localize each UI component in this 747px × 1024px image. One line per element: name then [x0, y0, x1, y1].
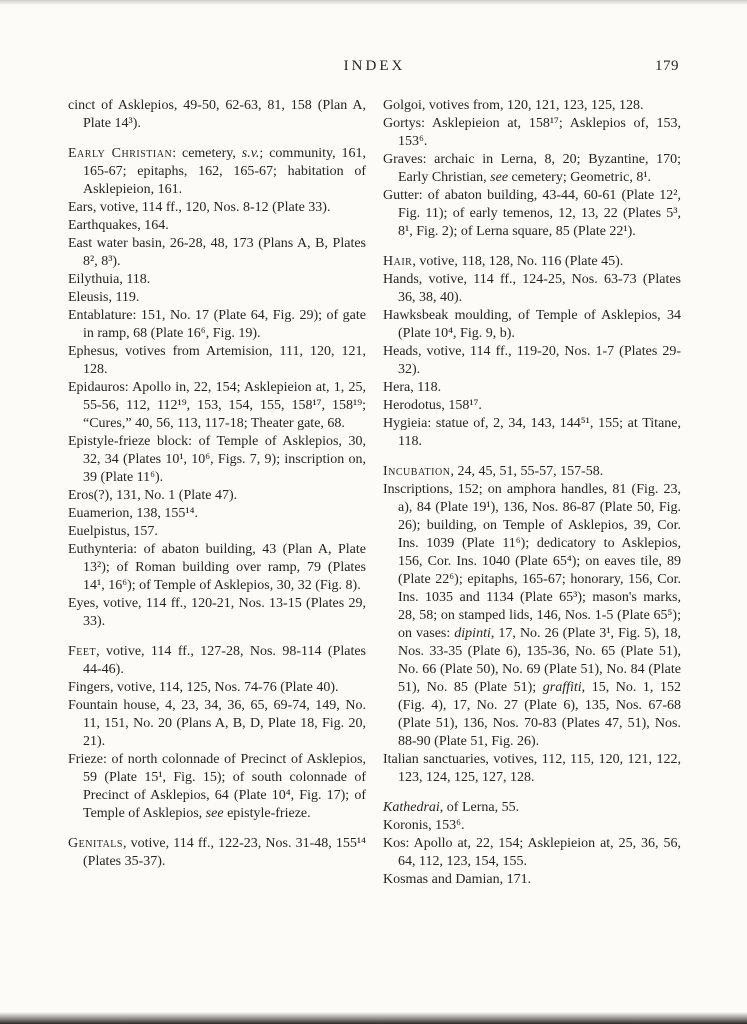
index-entry	[68, 433, 366, 487]
index-entry	[383, 463, 681, 481]
index-entry	[68, 541, 366, 595]
entry-text-segment: Heads, votive, 114 ff., 119-20, Nos. 1-7 (Plates 29-32).	[383, 344, 681, 377]
entry-text-segment: Koronis, 153⁶.	[383, 818, 465, 833]
entry-text-segment: epistyle-frieze.	[223, 806, 311, 821]
entry-text-segment: Kos: Apollo at, 22, 154; Asklepieion at, 25, 36, 56, 64, 112, 123, 154, 155.	[383, 836, 681, 869]
entry-text-segment: Earthquakes, 164.	[68, 218, 169, 233]
index-entry	[383, 151, 681, 187]
index-entry	[68, 643, 366, 679]
entry-text-segment: Epidauros: Apollo in, 22, 154; Asklepieion at, 1, 25, 55-56, 112, 112¹⁹, 153, 154, 155, 158¹⁷, 158¹⁹; “Cures,” 40, 56, 113, 117-18; Theater gate, 68.	[68, 380, 366, 431]
index-entry	[68, 307, 366, 343]
entry-text-segment: , votive, 118, 128, No. 116 (Plate 45).	[412, 254, 624, 269]
index-entry	[383, 307, 681, 343]
index-entry	[383, 115, 681, 151]
entry-text-segment: Epistyle-frieze block: of Temple of Asklepios, 30, 32, 34 (Plates 10¹, 10⁶, Figs. 7, 9); inscription on, 39 (Plate 11⁶).	[68, 434, 366, 485]
entry-text-segment: Fingers, votive, 114, 125, Nos. 74-76 (Plate 40).	[68, 680, 339, 695]
index-entry	[383, 415, 681, 451]
index-entry	[68, 751, 366, 823]
entry-text-segment: Italian sanctuaries, votives, 112, 115, 120, 121, 122, 123, 124, 125, 127, 128.	[383, 752, 681, 785]
index-entry	[383, 187, 681, 241]
entry-text-segment: Ephesus, votives from Artemision, 111, 120, 121, 128.	[68, 344, 366, 377]
index-entry	[383, 799, 681, 817]
entry-text-segment: , 17, No. 26 (Plate 3¹, Fig. 5), 18, Nos. 33-35 (Plate 6), 135-36, No. 65 (Plate 51), No. 66 (Plate 50), No. 69 (Plate 51), No. 84 (Plate 51), No. 85 (Plate 51);	[398, 626, 681, 695]
entry-text-segment: dipinti	[454, 626, 491, 641]
entry-text-segment: ; community, 161, 165-67; epitaphs, 162, 165-67; habitation of Asklepieion, 161.	[83, 146, 366, 197]
index-entry	[68, 835, 366, 871]
entry-text-segment: , 24, 45, 51, 55-57, 157-58.	[450, 464, 604, 479]
entry-text-segment: Gutter: of abaton building, 43-44, 60-61 (Plate 12², Fig. 11); of early temenos, 12, 13, 22 (Plates 5³, 8¹, Fig. 2); of Lerna square, 85 (Plate 22¹).	[383, 188, 681, 239]
index-entry	[383, 253, 681, 271]
index-entry	[68, 271, 366, 289]
index-entry	[383, 271, 681, 307]
left-column	[68, 97, 366, 889]
entry-text-segment: , of Lerna, 55.	[439, 800, 520, 815]
scan-edge-bottom	[0, 1012, 747, 1024]
page-title: INDEX	[343, 58, 406, 74]
index-entry	[383, 751, 681, 787]
index-entry	[383, 871, 681, 889]
entry-text-segment: Kosmas and Damian, 171.	[383, 872, 532, 887]
entry-text-segment: Golgoi, votives from, 120, 121, 123, 125, 128.	[383, 98, 644, 113]
index-entry	[68, 679, 366, 697]
entry-text-segment: graffiti	[542, 680, 582, 695]
entry-text-segment: Euelpistus, 157.	[68, 524, 158, 539]
entry-text-segment: Eleusis, 119.	[68, 290, 140, 305]
entry-text-segment: Entablature: 151, No. 17 (Plate 64, Fig. 29); of gate in ramp, 68 (Plate 16⁶, Fig. 19).	[68, 308, 366, 341]
entry-text-segment: Euamerion, 138, 155¹⁴.	[68, 506, 198, 521]
entry-text-segment: Feet	[68, 644, 97, 659]
index-entry	[383, 397, 681, 415]
entry-text-segment: see	[205, 806, 224, 821]
index-entry	[383, 97, 681, 115]
entry-text-segment: Kathedrai	[383, 800, 440, 815]
entry-text-segment: Herodotus, 158¹⁷.	[383, 398, 482, 413]
index-entry	[68, 199, 366, 217]
index-columns	[68, 97, 681, 889]
entry-text-segment: cinct of Asklepios, 49-50, 62-63, 81, 158 (Plan A, Plate 14³).	[68, 98, 366, 131]
index-entry	[68, 235, 366, 271]
index-entry	[383, 343, 681, 379]
entry-text-segment: Hands, votive, 114 ff., 124-25, Nos. 63-73 (Plates 36, 38, 40).	[383, 272, 681, 305]
index-entry	[68, 343, 366, 379]
index-entry	[383, 379, 681, 397]
entry-text-segment: East water basin, 26-28, 48, 173 (Plans A, B, Plates 8², 8³).	[68, 236, 366, 269]
index-entry	[68, 289, 366, 307]
entry-text-segment: Frieze: of north colonnade of Precinct of Asklepios, 59 (Plate 15¹, Fig. 15); of south colonnade of Precinct of Asklepios, 64 (Plate 10⁴, Fig. 17); of Temple of Asklepios,	[68, 752, 366, 821]
index-entry	[68, 697, 366, 751]
index-entry	[383, 835, 681, 871]
entry-text-segment: Hygieia: statue of, 2, 34, 143, 144⁵¹, 155; at Titane, 118.	[383, 416, 681, 449]
index-entry	[68, 487, 366, 505]
entry-text-segment: Hawksbeak moulding, of Temple of Asklepios, 34 (Plate 10⁴, Fig. 9, b).	[383, 308, 681, 341]
entry-text-segment: Graves: archaic in Lerna, 8, 20; Byzantine, 170; Early Christian,	[383, 152, 681, 185]
entry-text-segment: Hera, 118.	[383, 380, 442, 395]
scan-edge-top	[0, 0, 747, 5]
entry-text-segment: , votive, 114 ff., 127-28, Nos. 98-114 (Plates 44-46).	[83, 644, 366, 677]
entry-text-segment: s.v.	[241, 146, 260, 161]
entry-text-segment: Euthynteria: of abaton building, 43 (Plan A, Plate 13²); of Roman building over ramp, 79 (Plates 14¹, 16⁶); of Temple of Asklepios, 30, 32 (Fig. 8).	[68, 542, 366, 593]
entry-text-segment: cemetery; Geometric, 8¹.	[508, 170, 652, 185]
entry-text-segment: Incubation	[383, 464, 451, 479]
page-number: 179	[655, 58, 679, 74]
index-entry	[68, 379, 366, 433]
entry-text-segment: Eyes, votive, 114 ff., 120-21, Nos. 13-15 (Plates 29, 33).	[68, 596, 366, 629]
entry-text-segment: , votive, 114 ff., 122-23, Nos. 31-48, 155¹⁴ (Plates 35-37).	[83, 836, 366, 869]
entry-text-segment: Inscriptions, 152; on amphora handles, 81 (Fig. 23, a), 84 (Plate 19¹), 136, Nos. 86-87 (Plate 50, Fig. 26); building, on Temple of Asklepios, 39, Cor. Ins. 1039 (Plate 11⁶); dedicatory to Asklepios, 156, Cor. Ins. 1040 (Plate 65⁴); on eaves tile, 89 (Plate 22⁶); epitaphs, 165-67; honorary, 156, Cor. Ins. 1035 and 1134 (Plate 65³); mason's marks, 28, 58; on stamped lids, 146, Nos. 1-5 (Plate 65⁵); on vases:	[383, 482, 681, 641]
entry-text-segment: , 15, No. 1, 152 (Fig. 4), 17, No. 27 (Plate 6), 135, Nos. 67-68 (Plate 51), 136, Nos. 70-83 (Plates 47, 51), Nos. 88-90 (Plate 51, Fig. 26).	[398, 680, 681, 749]
entry-text-segment: Eros(?), 131, No. 1 (Plate 47).	[68, 488, 238, 503]
index-entry	[68, 595, 366, 631]
entry-text-segment: Ears, votive, 114 ff., 120, Nos. 8-12 (Plate 33).	[68, 200, 331, 215]
entry-text-segment: : cemetery,	[172, 146, 242, 161]
entry-text-segment: Early Christian	[68, 146, 173, 161]
entry-text-segment: see	[490, 170, 509, 185]
entry-text-segment: Hair	[383, 254, 413, 269]
index-entry	[68, 523, 366, 541]
index-entry	[68, 505, 366, 523]
index-entry	[68, 97, 366, 133]
index-entry	[383, 481, 681, 751]
page-header	[68, 58, 681, 77]
right-column	[383, 97, 681, 889]
index-entry	[68, 217, 366, 235]
entry-text-segment: Gortys: Asklepieion at, 158¹⁷; Asklepios of, 153, 153⁶.	[383, 116, 681, 149]
entry-text-segment: Eilythuia, 118.	[68, 272, 151, 287]
index-entry	[383, 817, 681, 835]
entry-text-segment: Genitals	[68, 836, 123, 851]
index-entry	[68, 145, 366, 199]
entry-text-segment: Fountain house, 4, 23, 34, 36, 65, 69-74, 149, No. 11, 151, No. 20 (Plans A, B, D, Plate 18, Fig. 20, 21).	[68, 698, 366, 749]
